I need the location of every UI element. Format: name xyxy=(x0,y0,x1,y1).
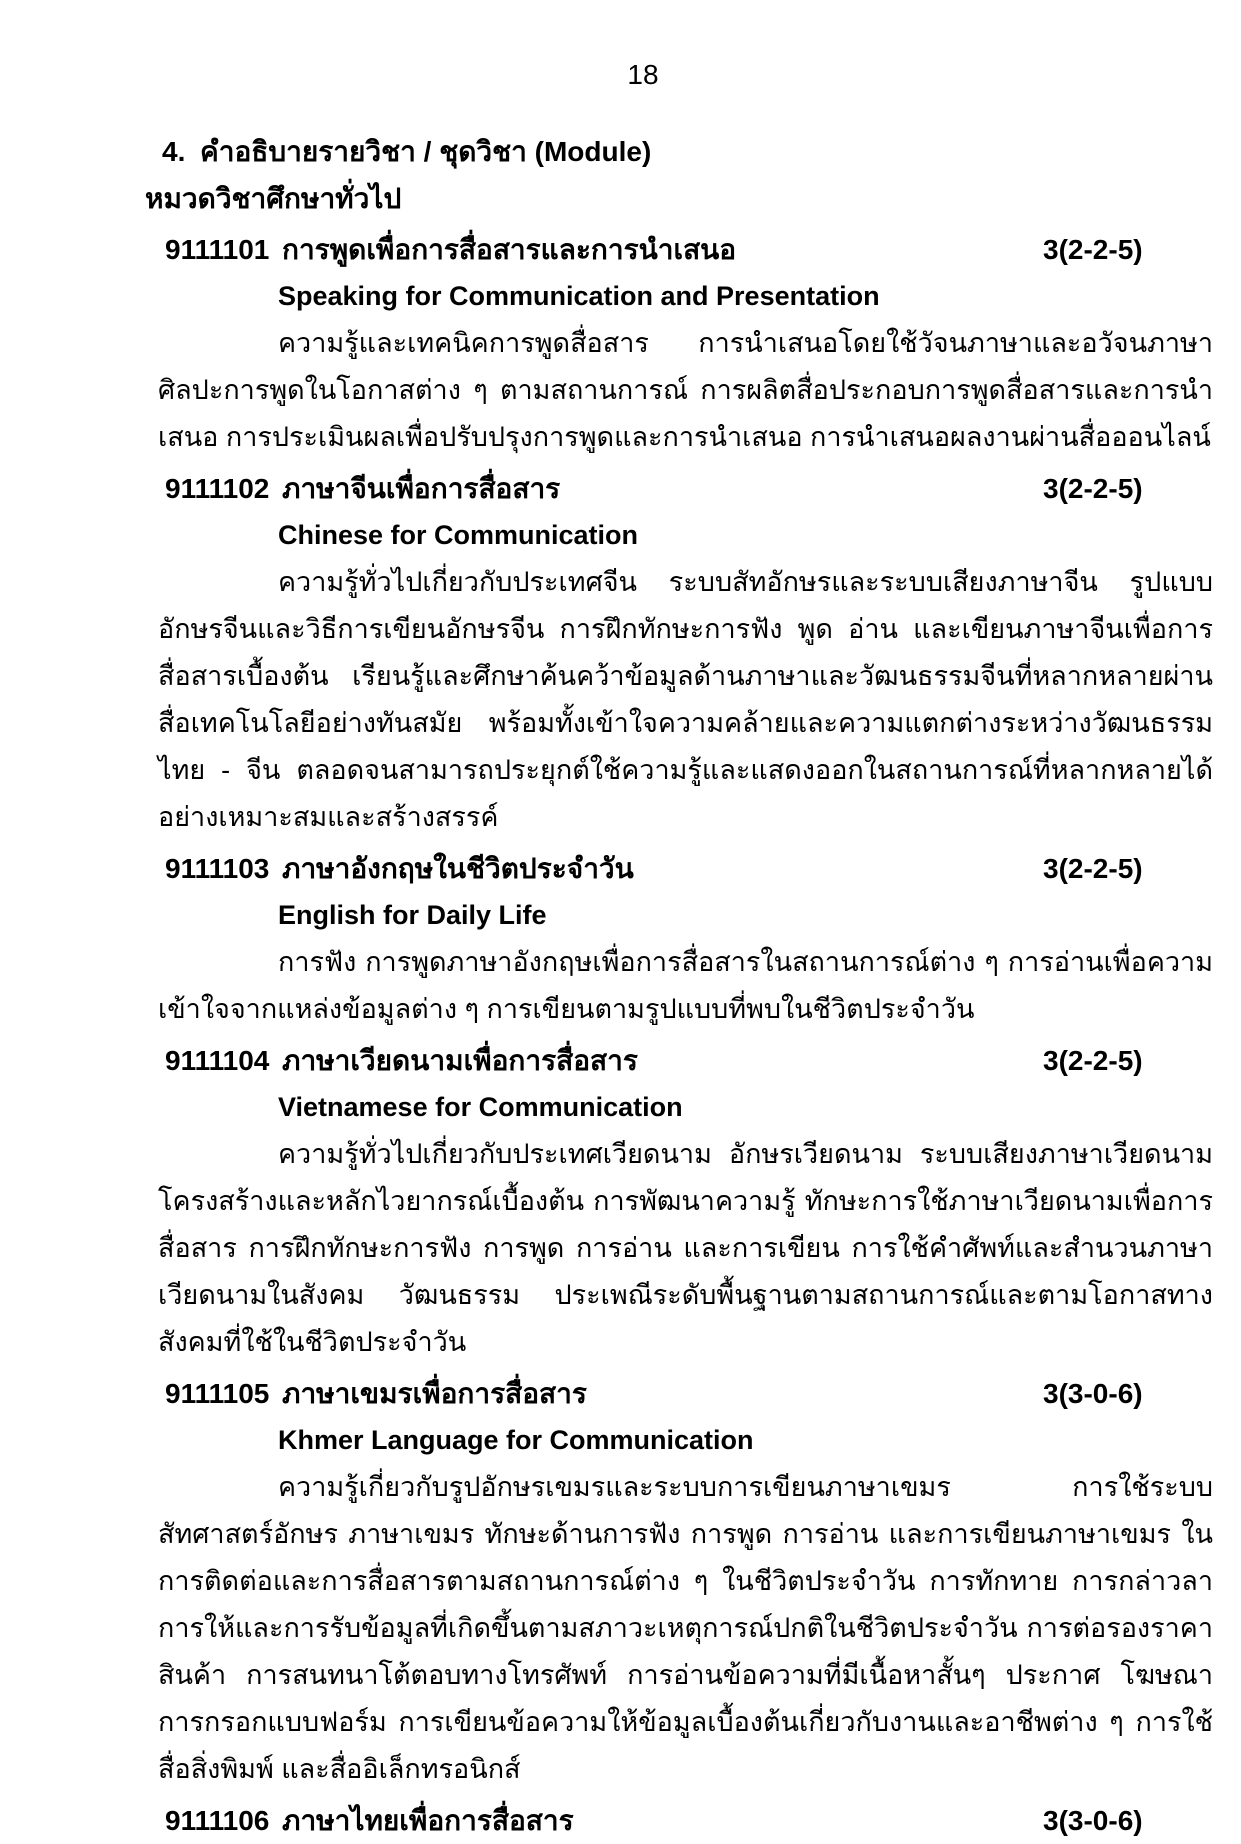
course-block xyxy=(145,465,1213,841)
course-description: ความรู้ทั่วไปเกี่ยวกับประเทศจีน ระบบสัทอักษรและระบบเสียงภาษาจีน รูปแบบอักษรจีนและวิธีการเขียนอักษรจีน การฝึกทักษะการฟัง พูด อ่าน และเขียนภาษาจีนเพื่อการสื่อสารเบื้องต้น เรียนรู้และศึกษาค้นคว้าข้อมูลด้านภาษาและวัฒนธรรมจีนที่หลากหลายผ่านสื่อเทคโนโลยีอย่างทันสมัย พร้อมทั้งเข้าใจความคล้ายและความแตกต่างระหว่างวัฒนธรรมไทย - จีน ตลอดจนสามารถประยุกต์ใช้ความรู้และแสดงออกในสถานการณ์ที่หลากหลายได้อย่างเหมาะสมและสร้างสรรค์ xyxy=(158,567,1213,832)
section-number: 4. xyxy=(162,136,186,167)
course-title-th: การพูดเพื่อการสื่อสารและการนำเสนอ xyxy=(282,234,737,265)
course-title-en: English for Daily Life xyxy=(278,900,547,930)
course-title-th: ภาษาเวียดนามเพื่อการสื่อสาร xyxy=(282,1045,638,1076)
course-code: 9111103 xyxy=(165,853,270,884)
course-title-th: ภาษาไทยเพื่อการสื่อสาร xyxy=(282,1805,574,1836)
course-title-en: Khmer Language for Communication xyxy=(278,1425,754,1455)
course-title-en: Chinese for Communication xyxy=(278,520,639,550)
course-block xyxy=(145,1370,1213,1793)
course-credits: 3(2-2-5) xyxy=(1043,1045,1143,1076)
section-title: คำอธิบายรายวิชา / ชุดวิชา (Module) xyxy=(200,136,652,167)
course-code: 9111105 xyxy=(165,1378,270,1409)
course-code: 9111104 xyxy=(165,1045,270,1076)
course-credits: 3(2-2-5) xyxy=(1043,234,1143,265)
course-code: 9111102 xyxy=(165,473,270,504)
category-heading: หมวดวิชาศึกษาทั่วไป xyxy=(145,183,402,214)
course-description: ความรู้เกี่ยวกับรูปอักษรเขมรและระบบการเขียนภาษาเขมร การใช้ระบบสัทศาสตร์อักษร ภาษาเขมร ทักษะด้านการฟัง การพูด การอ่าน และการเขียนภาษาเขมร ในการติดต่อและการสื่อสารตามสถานการณ์ต่าง ๆ ในชีวิตประจำวัน การทักทาย การกล่าวลา การให้และการรับข้อมูลที่เกิดขึ้นตามสภาวะเหตุการณ์ปกติในชีวิตประจำวัน การต่อรองราคาสินค้า การสนทนาโต้ตอบทางโทรศัพท์ การอ่านข้อความที่มีเนื้อหาสั้นๆ ประกาศ โฆษณา การกรอกแบบฟอร์ม การเขียนข้อความให้ข้อมูลเบื้องต้นเกี่ยวกับงานและอาชีพต่าง ๆ การใช้สื่อสิ่งพิมพ์ และสื่ออิเล็กทรอนิกส์ xyxy=(158,1472,1213,1784)
page-number: 18 xyxy=(627,59,659,90)
course-credits: 3(2-2-5) xyxy=(1043,853,1143,884)
course-title-th: ภาษาเขมรเพื่อการสื่อสาร xyxy=(282,1378,587,1409)
course-title-th: ภาษาอังกฤษในชีวิตประจำวัน xyxy=(282,853,634,884)
course-header xyxy=(145,1370,1213,1417)
course-block xyxy=(145,1797,1213,1844)
course-block xyxy=(145,845,1213,1033)
course-title-en: Vietnamese for Communication xyxy=(278,1092,683,1122)
course-description: ความรู้และเทคนิคการพูดสื่อสาร การนำเสนอโดยใช้วัจนภาษาและอวัจนภาษา ศิลปะการพูดในโอกาสต่าง ๆ ตามสถานการณ์ การผลิตสื่อประกอบการพูดสื่อสารและการนำเสนอ การประเมินผลเพื่อปรับปรุงการพูดและการนำเสนอ การนำเสนอผลงานผ่านสื่อออนไลน์ xyxy=(158,328,1213,452)
course-code: 9111101 xyxy=(165,234,270,265)
course-credits: 3(2-2-5) xyxy=(1043,473,1143,504)
course-code: 9111106 xyxy=(165,1805,270,1836)
course-header xyxy=(145,845,1213,892)
course-header xyxy=(145,1797,1213,1844)
course-credits: 3(3-0-6) xyxy=(1043,1378,1143,1409)
course-header xyxy=(145,226,1213,273)
course-description: การฟัง การพูดภาษาอังกฤษเพื่อการสื่อสารในสถานการณ์ต่าง ๆ การอ่านเพื่อความเข้าใจจากแหล่งข้อมูลต่าง ๆ การเขียนตามรูปแบบที่พบในชีวิตประจำวัน xyxy=(158,947,1213,1024)
course-description: ความรู้ทั่วไปเกี่ยวกับประเทศเวียดนาม อักษรเวียดนาม ระบบเสียงภาษาเวียดนาม โครงสร้างและหลักไวยากรณ์เบื้องต้น การพัฒนาความรู้ ทักษะการใช้ภาษาเวียดนามเพื่อการสื่อสาร การฝึกทักษะการฟัง การพูด การอ่าน และการเขียน การใช้คำศัพท์และสำนวนภาษาเวียดนามในสังคม วัฒนธรรม ประเพณีระดับพื้นฐานตามสถานการณ์และตามโอกาสทางสังคมที่ใช้ในชีวิตประจำวัน xyxy=(158,1139,1213,1357)
section-heading xyxy=(145,128,1213,175)
course-credits: 3(3-0-6) xyxy=(1043,1805,1143,1836)
course-header xyxy=(145,1037,1213,1084)
course-block xyxy=(145,226,1213,461)
course-block xyxy=(145,1037,1213,1366)
course-title-en: Speaking for Communication and Presentation xyxy=(278,281,880,311)
course-title-th: ภาษาจีนเพื่อการสื่อสาร xyxy=(282,473,561,504)
course-header xyxy=(145,465,1213,512)
